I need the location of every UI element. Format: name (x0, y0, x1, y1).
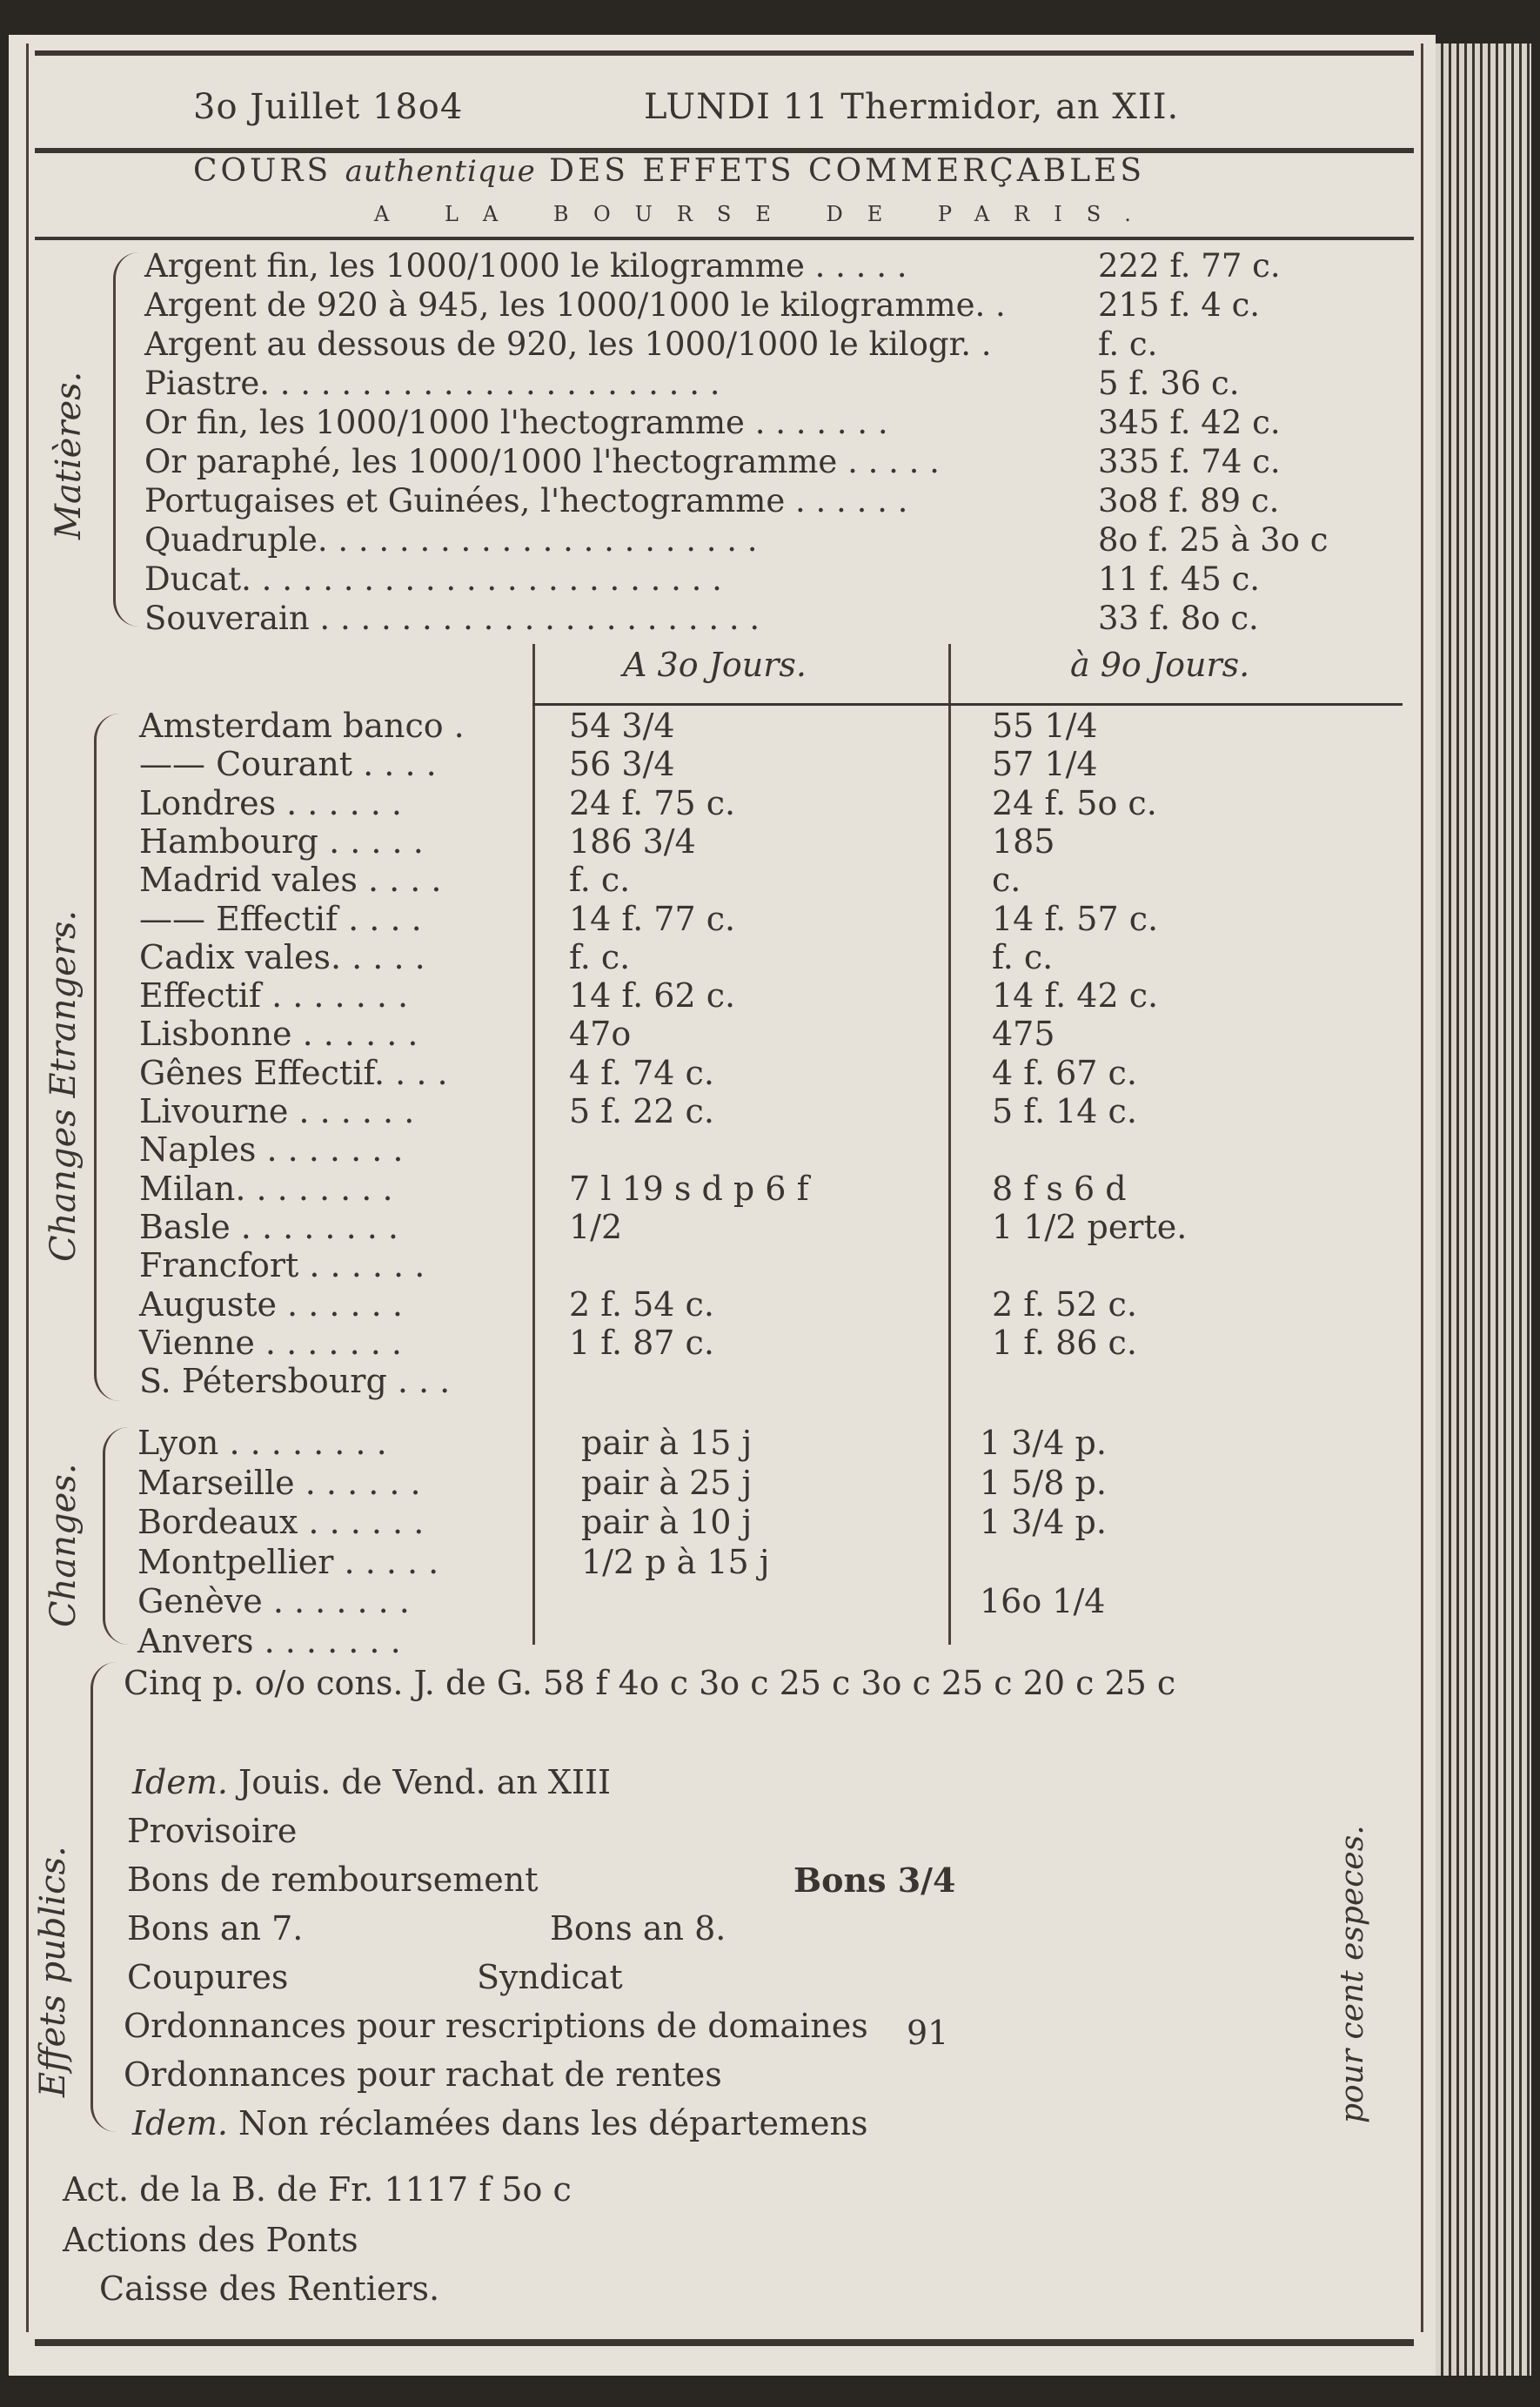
bons-remboursement: Bons de remboursement (127, 1861, 539, 1899)
change-etranger-label: Vienne . . . . . . . (139, 1323, 402, 1362)
matiere-label: Or paraphé, les 1000/1000 l'hectogramme . . . . . (144, 443, 940, 480)
matiere-value: 5 f. 36 c. (1098, 365, 1240, 402)
change-etranger-30: f. c. (569, 861, 631, 900)
section-changes: Changes. (44, 1463, 84, 1627)
change-30: pair à 15 j (581, 1424, 753, 1462)
change-label: Marseille . . . . . . (137, 1463, 421, 1502)
change-etranger-30: 14 f. 77 c. (569, 899, 736, 938)
idem-jouis (132, 1763, 611, 1801)
matiere-label: Portugaises et Guinées, l'hectogramme . . . . . . (144, 482, 908, 520)
change-etranger-30: 47o (569, 1015, 632, 1054)
change-etranger-90: 185 (992, 821, 1055, 861)
section-effets-publics: Effets publics. (33, 1846, 73, 2097)
change-etranger-30: 5 f. 22 c. (569, 1092, 714, 1130)
section-changes-etrangers: Changes Etrangers. (44, 909, 84, 1262)
change-etranger-label: Naples . . . . . . . (139, 1130, 404, 1170)
change-label: Bordeaux . . . . . . (137, 1503, 425, 1541)
change-label: Montpellier . . . . . (137, 1542, 439, 1581)
brace-matieres (113, 252, 142, 627)
ordonnances-rescriptions-value: 91 (907, 2014, 949, 2052)
change-etranger-90: 55 1/4 (992, 707, 1098, 745)
change-etranger-30: 186 3/4 (569, 821, 696, 861)
change-etranger-90: 2 f. 52 c. (992, 1284, 1137, 1324)
change-etranger-label: —— Courant . . . . (139, 745, 437, 784)
title-italic: authentique (345, 154, 536, 189)
change-etranger-90: 1 f. 86 c. (992, 1323, 1137, 1362)
matiere-value: 33 f. 8o c. (1098, 600, 1259, 637)
matiere-value: 335 f. 74 c. (1098, 443, 1281, 480)
change-etranger-90: 24 f. 5o c. (992, 783, 1157, 822)
change-etranger-90: 4 f. 67 c. (992, 1053, 1137, 1092)
page-edges (1436, 44, 1531, 2376)
change-etranger-label: Hambourg . . . . . (139, 821, 424, 861)
idem-jouis-text: Jouis. de Vend. an XIII (238, 1763, 612, 1801)
change-etranger-label: S. Pétersbourg . . . (139, 1362, 451, 1401)
section-matieres: Matières. (49, 371, 89, 540)
change-etranger-30: 24 f. 75 c. (569, 783, 736, 822)
idem-non-italic: Idem. (132, 2104, 228, 2142)
actions-ponts: Actions des Ponts (63, 2221, 358, 2259)
coupures: Coupures (127, 1958, 289, 1996)
column-divider-30 (532, 644, 535, 1645)
matiere-value: 8o f. 25 à 3o c (1098, 521, 1329, 559)
change-etranger-label: Gênes Effectif. . . . (139, 1053, 448, 1092)
caisse-rentiers: Caisse des Rentiers. (99, 2270, 440, 2308)
title-pre: COURS (193, 153, 332, 189)
title-post: DES EFFETS COMMERÇABLES (549, 153, 1146, 189)
change-90: 1 5/8 p. (980, 1463, 1107, 1502)
matiere-value: 3o8 f. 89 c. (1098, 482, 1280, 520)
change-label: Anvers . . . . . . . (137, 1621, 401, 1660)
change-etranger-label: Basle . . . . . . . . (139, 1207, 398, 1246)
header-day: LUNDI 11 Thermidor, an XII. (644, 87, 1180, 127)
change-etranger-90: 5 f. 14 c. (992, 1092, 1137, 1130)
change-etranger-90: 57 1/4 (992, 745, 1098, 784)
brace-changes (103, 1427, 131, 1645)
syndicat: Syndicat (477, 1958, 623, 1996)
bons-3-4: Bons 3/4 (793, 1861, 956, 1900)
change-etranger-90: c. (992, 861, 1021, 900)
change-etranger-label: Madrid vales . . . . (139, 861, 442, 900)
page-subtitle: A LA BOURSE DE PARIS. (374, 202, 1155, 226)
matiere-label: Argent de 920 à 945, les 1000/1000 le kilogramme. . (144, 286, 1006, 324)
matiere-value: 215 f. 4 c. (1098, 286, 1261, 324)
provisoire: Provisoire (127, 1812, 298, 1850)
brace-effets-publics (90, 1662, 119, 2132)
change-etranger-90: f. c. (992, 937, 1054, 976)
idem-non-reclamees (132, 2104, 868, 2142)
change-etranger-label: Amsterdam banco . (139, 707, 465, 745)
change-etranger-30: 1 f. 87 c. (569, 1323, 714, 1362)
change-90: 1 3/4 p. (980, 1503, 1107, 1541)
change-etranger-label: Auguste . . . . . . (139, 1284, 403, 1324)
change-etranger-label: Londres . . . . . . (139, 783, 403, 822)
matiere-value: 11 f. 45 c. (1098, 560, 1261, 598)
change-etranger-90: 14 f. 57 c. (992, 899, 1159, 938)
top-rule (35, 50, 1414, 56)
change-etranger-label: Lisbonne . . . . . . (139, 1015, 418, 1054)
ordonnances-rachat: Ordonnances pour rachat de rentes (124, 2055, 722, 2094)
matiere-value: 222 f. 77 c. (1098, 247, 1281, 285)
bottom-rule (35, 2339, 1414, 2346)
change-etranger-label: Livourne . . . . . . (139, 1092, 415, 1130)
change-etranger-90: 14 f. 42 c. (992, 976, 1159, 1016)
change-etranger-30: 4 f. 74 c. (569, 1053, 714, 1092)
change-30: pair à 10 j (581, 1503, 753, 1541)
pour-cent-note: pour cent especes. (1335, 1825, 1370, 2123)
idem-non-text: Non réclamées dans les départemens (238, 2104, 868, 2142)
change-etranger-90: 1 1/2 perte. (992, 1207, 1188, 1246)
matiere-label: Ducat. . . . . . . . . . . . . . . . . . . . . . . . (144, 560, 722, 598)
title-rule (35, 237, 1414, 240)
matiere-label: Argent fin, les 1000/1000 le kilogramme . . . . . (144, 247, 907, 285)
change-etranger-30: 54 3/4 (569, 707, 675, 745)
change-label: Genève . . . . . . . (137, 1582, 410, 1620)
change-90: 16o 1/4 (980, 1582, 1106, 1620)
column-divider-90 (948, 644, 951, 1645)
header-90-jours: à 9o Jours. (1070, 646, 1250, 684)
header-30-jours: A 3o Jours. (623, 646, 807, 684)
change-etranger-30: 1/2 (569, 1207, 623, 1246)
change-90: 1 3/4 p. (980, 1424, 1107, 1462)
matiere-label: Quadruple. . . . . . . . . . . . . . . . . . . . . . (144, 521, 758, 559)
matiere-label: Argent au dessous de 920, les 1000/1000 le kilogr. . (144, 325, 992, 363)
matiere-value: f. c. (1098, 325, 1158, 363)
change-etranger-90: 8 f s 6 d (992, 1169, 1127, 1208)
idem-jouis-italic: Idem. (132, 1763, 228, 1801)
ordonnances-rescriptions: Ordonnances pour rescriptions de domaines (124, 2007, 868, 2045)
matiere-label: Piastre. . . . . . . . . . . . . . . . . . . . . . . (144, 365, 720, 402)
matiere-label: Souverain . . . . . . . . . . . . . . . . . . . . . . (144, 600, 760, 637)
change-etranger-label: Milan. . . . . . . . (139, 1169, 393, 1208)
change-30: 1/2 p à 15 j (581, 1542, 770, 1581)
change-etranger-label: Cadix vales. . . . . (139, 937, 425, 976)
page-title (193, 153, 1145, 189)
actions-banque: Act. de la B. de Fr. 1117 f 5o c (63, 2170, 572, 2209)
change-etranger-label: —— Effectif . . . . (139, 899, 422, 938)
header-date: 3o Juillet 18o4 (193, 87, 464, 127)
change-etranger-30: f. c. (569, 937, 631, 976)
change-etranger-30: 56 3/4 (569, 745, 675, 784)
matiere-value: 345 f. 42 c. (1098, 404, 1281, 441)
cinq-pour-cent: Cinq p. o/o cons. J. de G. 58 f 4o c 3o c 25 c 3o c 25 c 20 c 25 c (124, 1664, 1176, 1702)
change-etranger-label: Francfort . . . . . . (139, 1246, 425, 1285)
change-30: pair à 25 j (581, 1463, 753, 1502)
matiere-label: Or fin, les 1000/1000 l'hectogramme . . . . . . . (144, 404, 888, 441)
columns-rule (532, 703, 1403, 706)
change-label: Lyon . . . . . . . . (137, 1424, 387, 1462)
brace-changes-etrangers (94, 714, 123, 1401)
change-etranger-label: Effectif . . . . . . . (139, 976, 409, 1016)
bons-an-8: Bons an 8. (550, 1909, 726, 1948)
change-etranger-90: 475 (992, 1015, 1055, 1054)
bons-an-7: Bons an 7. (127, 1909, 304, 1948)
change-etranger-30: 14 f. 62 c. (569, 976, 736, 1016)
change-etranger-30: 2 f. 54 c. (569, 1284, 714, 1324)
change-etranger-30: 7 l 19 s d p 6 f (569, 1169, 809, 1208)
